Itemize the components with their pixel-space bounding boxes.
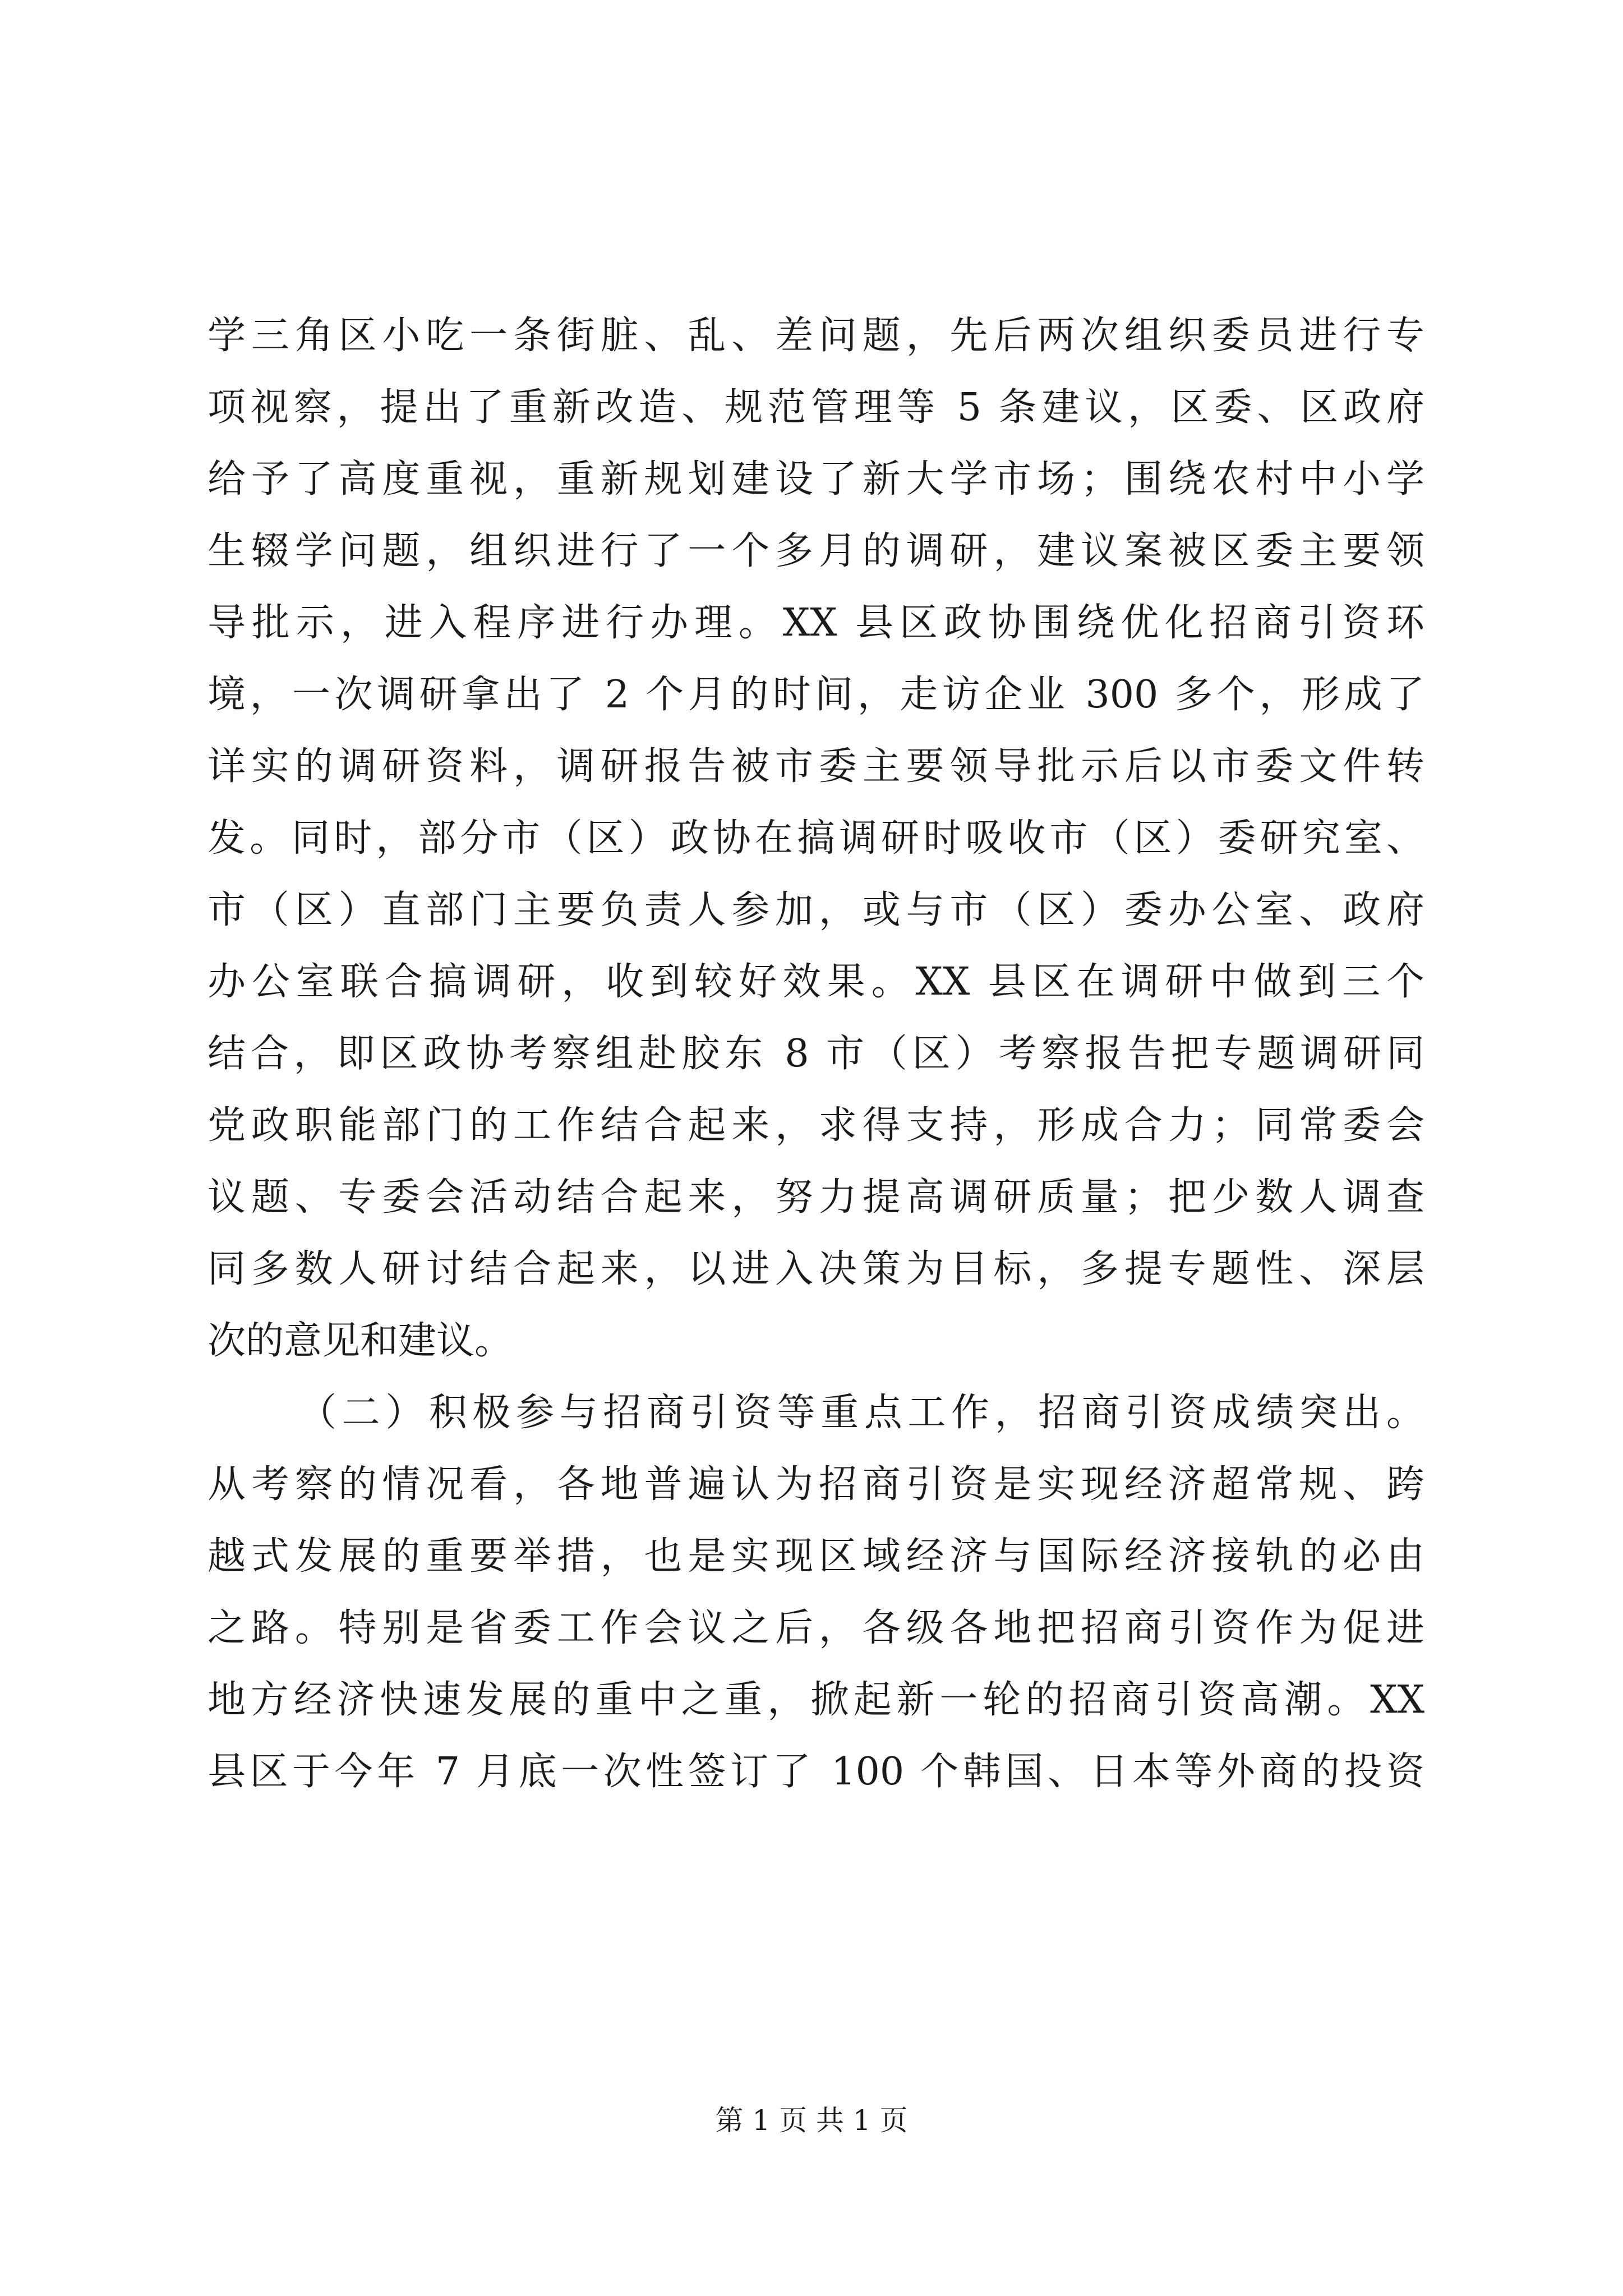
text-line: 市（区）直部门主要负责人参加，或与市（区）委办公室、政府 [208, 888, 1424, 932]
text-line: 导批示，进入程序进行办理。XX 县区政协围绕优化招商引资环 [208, 601, 1424, 645]
text-line: 同多数人研讨结合起来，以进入决策为目标，多提专题性、深层 [208, 1247, 1424, 1291]
section-heading-line: （二）积极参与招商引资等重点工作，招商引资成绩突出。 [298, 1391, 1424, 1435]
text-line: 境，一次调研拿出了 2 个月的时间，走访企业 300 多个，形成了 [208, 673, 1424, 717]
document-body [208, 300, 1424, 1808]
text-line: 从考察的情况看，各地普遍认为招商引资是实现经济超常规、跨 [208, 1462, 1424, 1507]
text-line: 办公室联合搞调研，收到较好效果。XX 县区在调研中做到三个 [208, 960, 1424, 1004]
text-line: 县区于今年 7 月底一次性签订了 100 个韩国、日本等外商的投资 [208, 1750, 1424, 1794]
paragraph-2 [208, 1377, 1424, 1808]
text-line: 次的意见和建议。 [208, 1319, 513, 1363]
text-line: 党政职能部门的工作结合起来，求得支持，形成合力；同常委会 [208, 1103, 1424, 1148]
text-line: 结合，即区政协考察组赴胶东 8 市（区）考察报告把专题调研同 [208, 1032, 1424, 1076]
page-number-footer: 第 1 页 共 1 页 [715, 2104, 908, 2137]
text-line: 越式发展的重要举措，也是实现区域经济与国际经济接轨的必由 [208, 1534, 1424, 1579]
text-line: 之路。特别是省委工作会议之后，各级各地把招商引资作为促进 [208, 1606, 1424, 1650]
text-line: 学三角区小吃一条街脏、乱、差问题，先后两次组织委员进行专 [208, 314, 1424, 358]
text-line: 项视察，提出了重新改造、规范管理等 5 条建议，区委、区政府 [208, 385, 1424, 430]
text-line: 详实的调研资料，调研报告被市委主要领导批示后以市委文件转 [208, 744, 1424, 789]
text-line: 议题、专委会活动结合起来，努力提高调研质量；把少数人调查 [208, 1175, 1424, 1220]
text-line: 给予了高度重视，重新规划建设了新大学市场；围绕农村中小学 [208, 457, 1424, 501]
text-line: 发。同时，部分市（区）政协在搞调研时吸收市（区）委研究室、 [208, 816, 1424, 861]
text-line: 地方经济快速发展的重中之重，掀起新一轮的招商引资高潮。XX [208, 1678, 1424, 1722]
text-line: 生辍学问题，组织进行了一个多月的调研，建议案被区委主要领 [208, 529, 1424, 573]
paragraph-1 [208, 300, 1424, 1377]
